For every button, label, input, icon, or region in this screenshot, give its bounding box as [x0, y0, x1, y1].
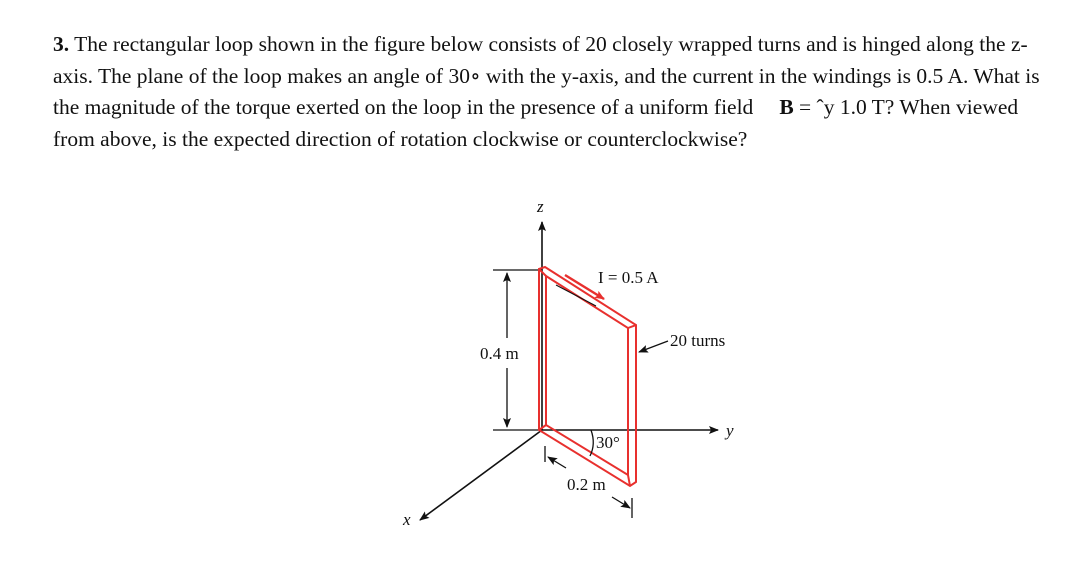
- loop-right-edge: [628, 325, 636, 328]
- width-dim-line-left: [548, 457, 566, 468]
- field-equation: = ˆy 1.0 T?: [793, 95, 895, 119]
- current-label: I = 0.5 A: [598, 268, 659, 287]
- field-symbol: B: [779, 95, 794, 119]
- z-axis-label: z: [537, 197, 544, 216]
- problem-text-part-1: The rectangular loop shown in the figure below consists of 20 closely wrapped turns and is hinged along the z-axis. The plane of the loop makes an angle of 30: [53, 32, 1028, 88]
- degree-mark: ∘: [469, 63, 481, 88]
- turns-leader: [639, 341, 668, 352]
- problem-text-part-3: When viewed from above, is the expected direction of rotation clockwise or counterclockwise?: [53, 95, 1019, 151]
- height-label: 0.4 m: [480, 344, 519, 363]
- current-loop: [539, 267, 636, 486]
- problem-text-part-2: with the y-axis, and the current in the windings is 0.5 A. What is the magnitude of the torque exerted on the loop in the presence of a uniform field: [53, 63, 1040, 119]
- angle-label: 30°: [596, 433, 620, 452]
- x-axis-label: x: [403, 510, 411, 529]
- width-dim-line-right: [612, 497, 630, 508]
- problem-number: 3.: [53, 32, 70, 56]
- turns-label: 20 turns: [670, 331, 726, 350]
- y-axis-label: y: [726, 421, 734, 440]
- x-axis: [420, 430, 542, 520]
- width-label: 0.2 m: [567, 475, 606, 494]
- loop-frame: [539, 267, 636, 486]
